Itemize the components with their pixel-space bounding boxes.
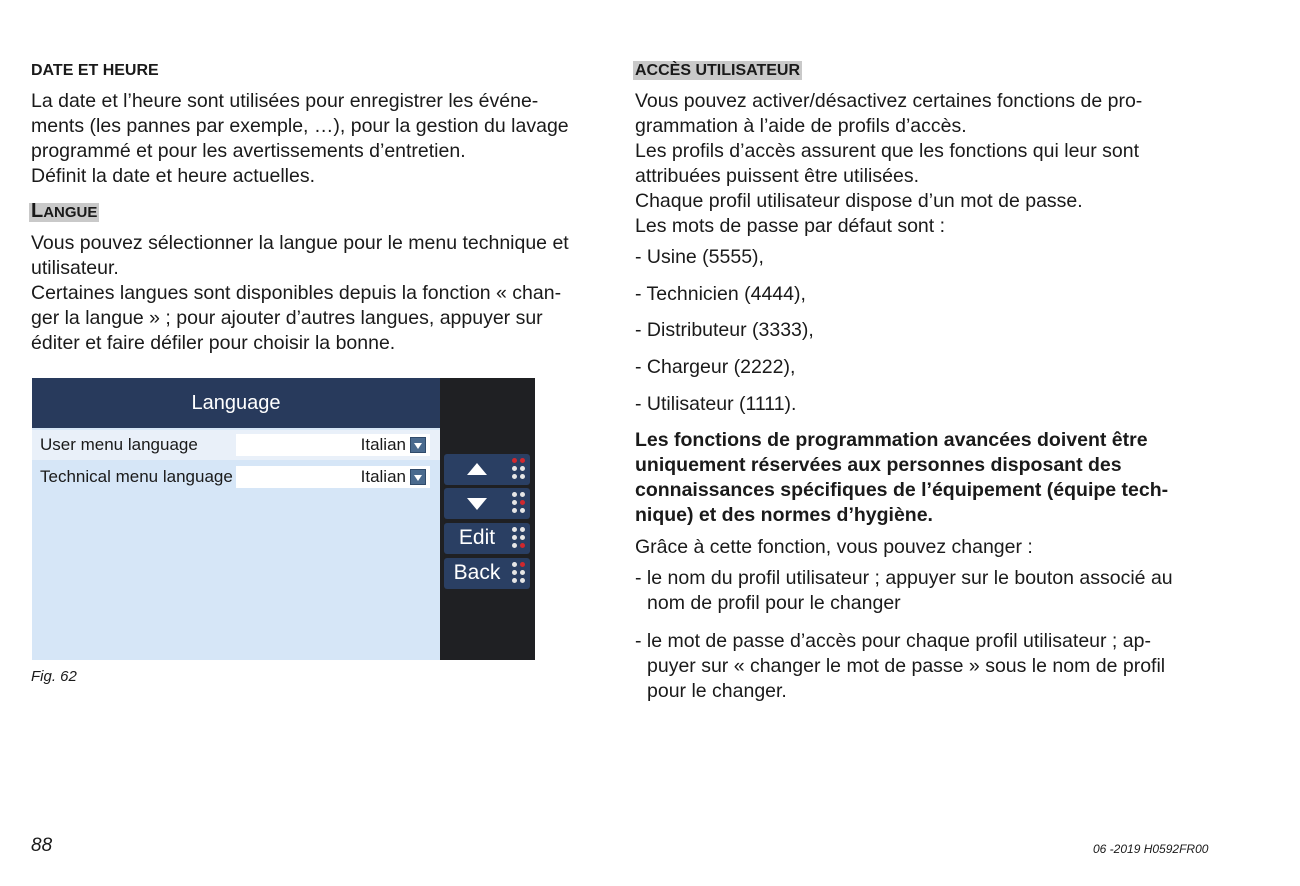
text-line: - le mot de passe d’accès pour chaque profil utilisateur ; ap- (635, 630, 1151, 652)
text-line: Les mots de passe par défaut sont : (635, 215, 946, 237)
profile-item: - Usine (5555), (635, 246, 764, 268)
langue-heading-cap: L (31, 200, 44, 222)
text-line: programmé et pour les avertissements d’entretien. (31, 140, 466, 162)
back-button-label: Back (453, 561, 501, 584)
edit-button-label: Edit (458, 526, 496, 549)
screen-title: Language (32, 378, 440, 428)
text-line: pour le changer. (647, 680, 787, 702)
document-reference: 06 -2019 H0592FR00 (1093, 842, 1209, 856)
arrow-up-icon (467, 463, 487, 475)
technical-language-row (32, 462, 440, 492)
text-line: Vous pouvez sélectionner la langue pour le menu technique et (31, 232, 569, 254)
langue-heading (31, 200, 99, 223)
text-line: ger la langue » ; pour ajouter d’autres langues, appuyer sur (31, 307, 543, 329)
text-line: utilisateur. (31, 257, 119, 279)
profile-item: - Technicien (4444), (635, 283, 806, 305)
warning-paragraph (635, 428, 1235, 528)
text-line: Vous pouvez activer/désactivez certaines fonctions de pro- (635, 90, 1143, 112)
profile-item: - Distributeur (3333), (635, 319, 814, 341)
text-line: attribuées puissent être utilisées. (635, 165, 919, 187)
text-line: puyer sur « changer le mot de passe » sous le nom de profil (647, 655, 1166, 677)
langue-heading-highlight (29, 200, 99, 222)
acces-heading (635, 62, 802, 80)
text-line: Les fonctions de programmation avancées doivent être (635, 429, 1148, 451)
dropdown-arrow-icon (410, 437, 426, 453)
technical-language-value: Italian (360, 467, 406, 486)
text-line: nique) et des normes d’hygiène. (635, 504, 933, 526)
text-line: La date et l’heure sont utilisées pour enregistrer les événe- (31, 90, 539, 112)
text-line: Définit la date et heure actuelles. (31, 165, 316, 187)
keypad-dots-icon (512, 527, 526, 549)
text-line: ments (les pannes par exemple, …), pour la gestion du lavage (31, 115, 569, 137)
user-language-label: User menu language (40, 435, 198, 454)
date-paragraph (31, 89, 611, 189)
technical-language-select (236, 466, 430, 488)
text-line: Certaines langues sont disponibles depuis la fonction « chan- (31, 282, 562, 304)
dropdown-arrow-icon (410, 469, 426, 485)
text-line: Chaque profil utilisateur dispose d’un mot de passe. (635, 190, 1083, 212)
user-language-row (32, 430, 440, 460)
user-language-select (236, 434, 430, 456)
keypad-dots-icon (512, 562, 526, 584)
text-line: uniquement réservées aux personnes disposant des (635, 454, 1122, 476)
langue-paragraph (31, 231, 611, 356)
scroll-down-button (444, 488, 530, 519)
text-line: Les profils d’accès assurent que les fonctions qui leur sont (635, 140, 1140, 162)
bullet-item (635, 566, 1235, 616)
keypad-dots-icon (512, 458, 526, 480)
profile-item: - Utilisateur (1111). (635, 393, 797, 415)
keypad-dots-icon (512, 492, 526, 514)
scroll-up-button (444, 454, 530, 485)
bullet-item (635, 629, 1235, 704)
figure-caption: Fig. 62 (31, 668, 77, 685)
function-intro: Grâce à cette fonction, vous pouvez changer : (635, 536, 1033, 558)
screen-main-panel (32, 378, 440, 660)
langue-heading-rest: ANGUE (43, 204, 98, 221)
text-line: - le nom du profil utilisateur ; appuyer sur le bouton associé au (635, 567, 1173, 589)
arrow-down-icon (467, 498, 487, 510)
text-line: nom de profil pour le changer (647, 592, 901, 614)
text-line: éditer et faire défiler pour choisir la bonne. (31, 332, 396, 354)
back-button (444, 558, 530, 589)
page-number: 88 (31, 835, 53, 856)
text-line: grammation à l’aide de profils d’accès. (635, 115, 967, 137)
date-heading: DATE ET HEURE (31, 62, 159, 79)
acces-heading-text: ACCÈS UTILISATEUR (635, 62, 801, 79)
profile-item: - Chargeur (2222), (635, 356, 796, 378)
edit-button (444, 523, 530, 554)
acces-intro (635, 89, 1235, 239)
text-line: connaissances spécifiques de l’équipement (équipe tech- (635, 479, 1169, 501)
technical-language-label: Technical menu language (40, 467, 233, 486)
user-language-value: Italian (360, 435, 406, 454)
language-screen-figure (32, 378, 535, 660)
